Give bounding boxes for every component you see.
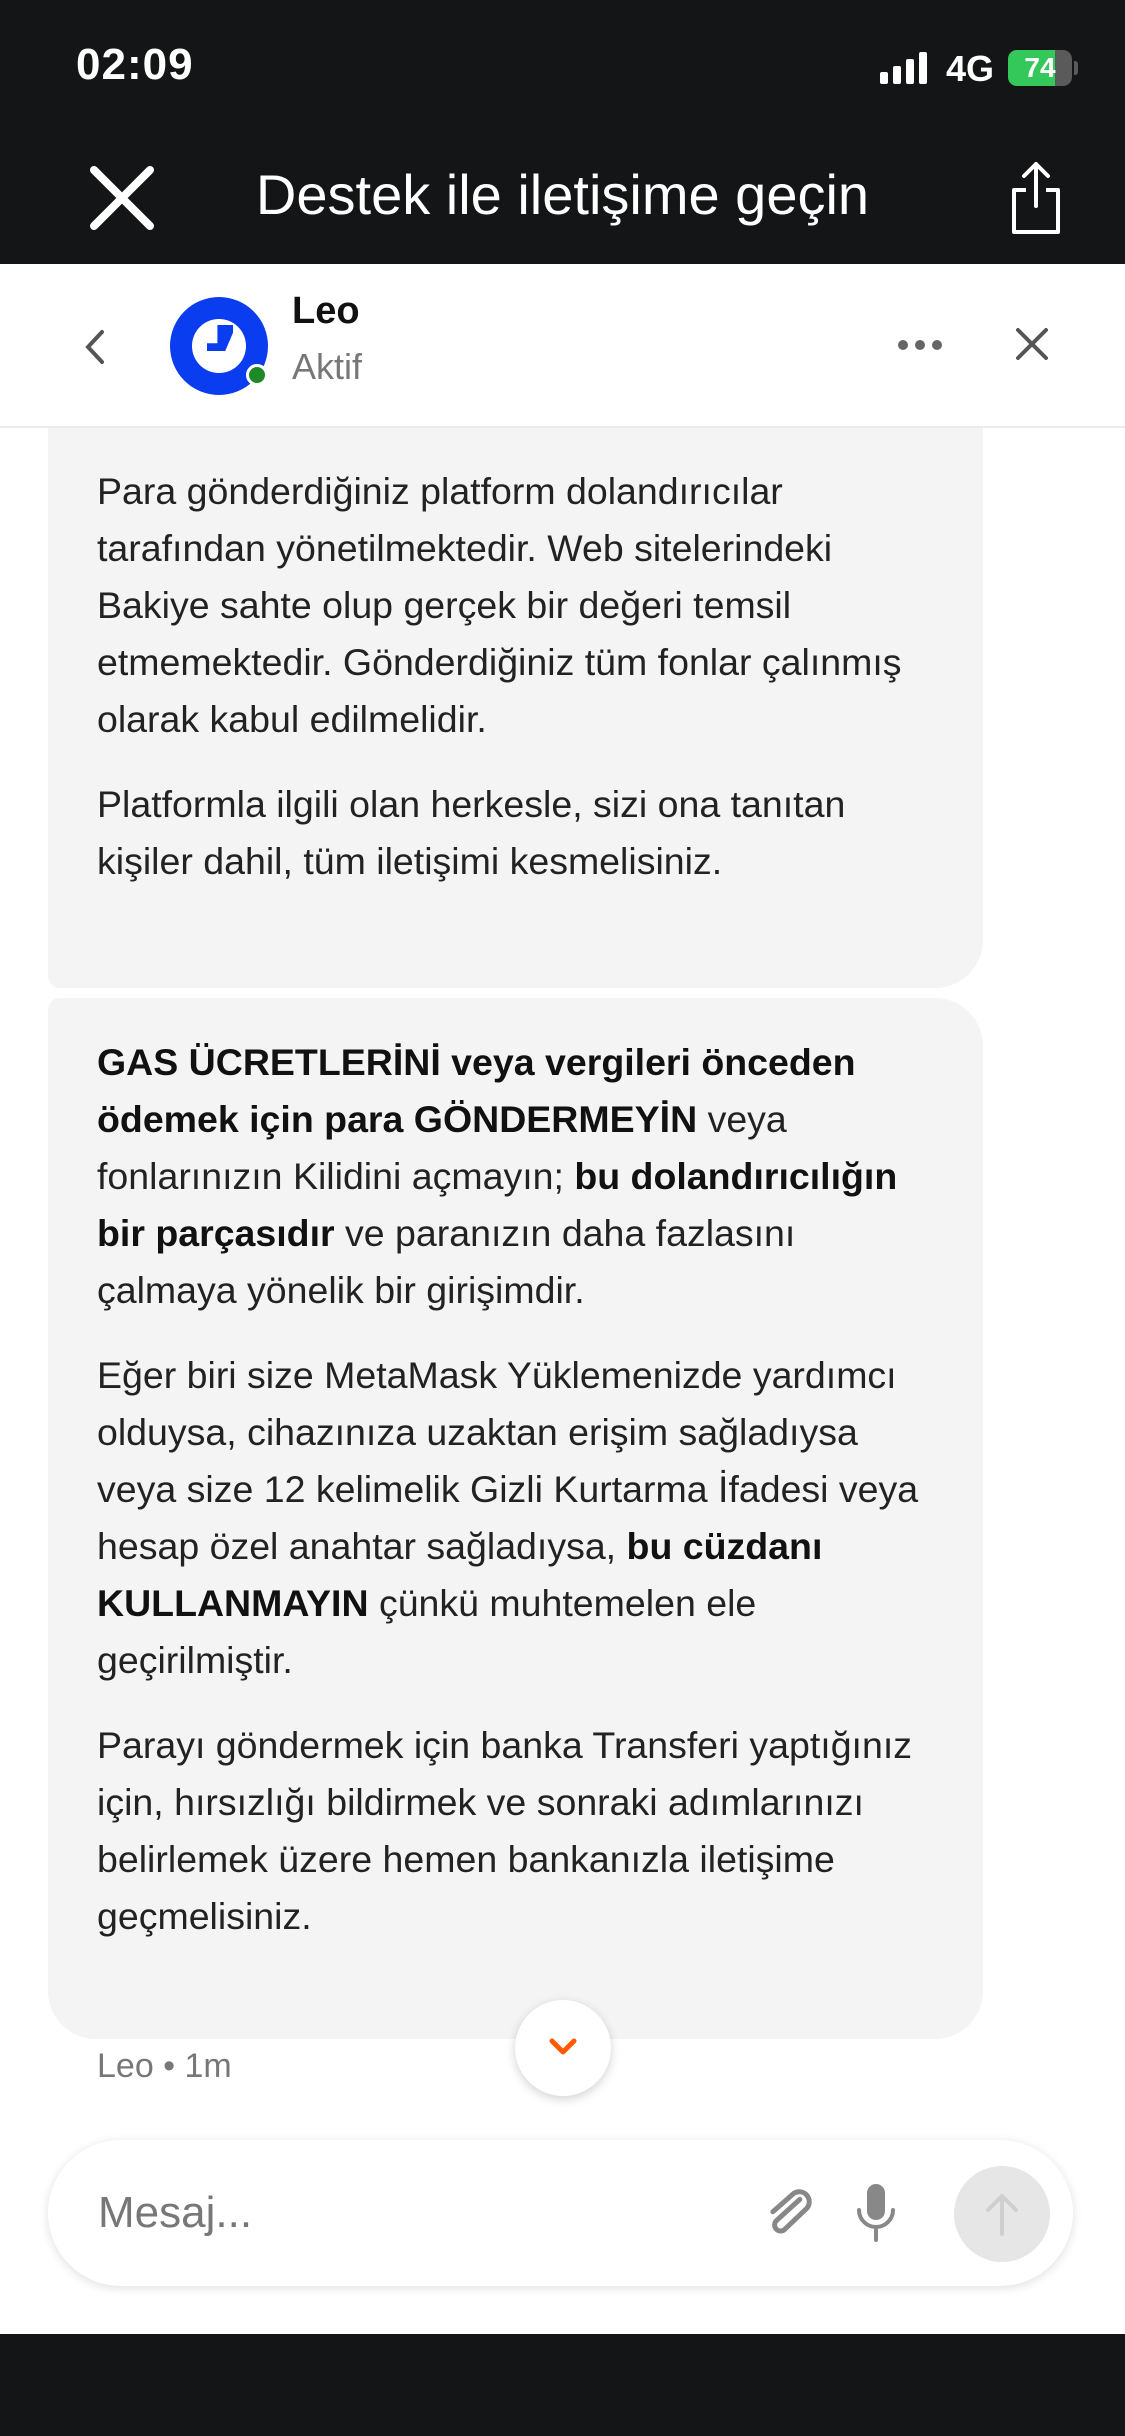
message-text: Eğer biri size MetaMask Yüklemenizde yardımcı olduysa, cihazınıza uzaktan erişim sağladıysa veya size 12 kelimelik Gizli Kurtarma İfadesi veya hesap özel anahtar sağladıysa, (97, 1354, 919, 1567)
agent-name: Leo (292, 290, 360, 332)
message-text: çünkü muhtemelen ele geçirilmiştir. (97, 1582, 757, 1681)
message-text: veya fonlarınızın Kilidini açmayın; (97, 1098, 787, 1197)
microphone-icon[interactable] (854, 2182, 898, 2244)
message-input[interactable] (98, 2180, 738, 2246)
battery-percent: 74 (1024, 52, 1056, 83)
status-bar (0, 0, 1125, 132)
more-options-icon[interactable] (898, 340, 942, 350)
signal-icon (880, 50, 927, 84)
close-chat-icon[interactable] (1014, 326, 1050, 362)
battery-icon (1008, 50, 1072, 86)
bold-text: GAS ÜCRETLERİNİ veya vergileri önceden ödemek için para GÖNDERMEYİN (97, 1041, 856, 1140)
nav-bar (0, 132, 1125, 264)
message-paragraph (97, 463, 935, 748)
back-chevron-icon[interactable] (80, 324, 110, 370)
paperclip-icon[interactable] (764, 2184, 814, 2240)
agent-status: Aktif (292, 346, 363, 387)
online-indicator (246, 364, 268, 386)
arrow-up-icon (982, 2190, 1022, 2238)
message-paragraph (97, 776, 935, 890)
scroll-to-bottom-button[interactable] (515, 2000, 611, 2096)
message-paragraph (97, 1347, 935, 1689)
bold-text: bu dolandırıcılığın bir parçasıdır (97, 1155, 898, 1254)
home-indicator-area (0, 2334, 1125, 2436)
chevron-down-icon (548, 2036, 578, 2058)
message-bubble (48, 330, 983, 988)
message-bubble (48, 998, 983, 2039)
share-icon[interactable] (1008, 160, 1064, 236)
message-paragraph (97, 1717, 935, 1945)
send-button[interactable] (954, 2166, 1050, 2262)
message-meta: Leo • 1m (97, 2047, 232, 2085)
status-time: 02:09 (76, 40, 194, 89)
page-title: Destek ile iletişime geçin (255, 163, 870, 226)
message-composer (48, 2140, 1073, 2286)
message-text: ve paranızın daha fazlasını çalmaya yönelik bir girişimdir. (97, 1212, 796, 1311)
message-text: Parayı göndermek için banka Transferi yaptığınız için, hırsızlığı bildirmek ve sonraki adımlarınızı belirlemek üzere hemen bankanızla iletişime geçmelisiniz. (97, 1724, 913, 1937)
message-text: Para gönderdiğiniz platform dolandırıcılar tarafından yönetilmektedir. Web sitelerindeki Bakiye sahte olup gerçek bir değeri temsil etmemektedir. Gönderdiğiniz tüm fonlar çalınmış olarak kabul edilmelidir. (97, 470, 902, 740)
message-paragraph (97, 1034, 935, 1319)
battery-nub (1074, 61, 1078, 75)
message-text: Platformla ilgili olan herkesle, sizi ona tanıtan kişiler dahil, tüm iletişimi kesmelisiniz. (97, 783, 846, 882)
network-type: 4G (946, 48, 995, 89)
bold-text: bu cüzdanı KULLANMAYIN (97, 1525, 823, 1624)
chat-header (0, 264, 1125, 428)
